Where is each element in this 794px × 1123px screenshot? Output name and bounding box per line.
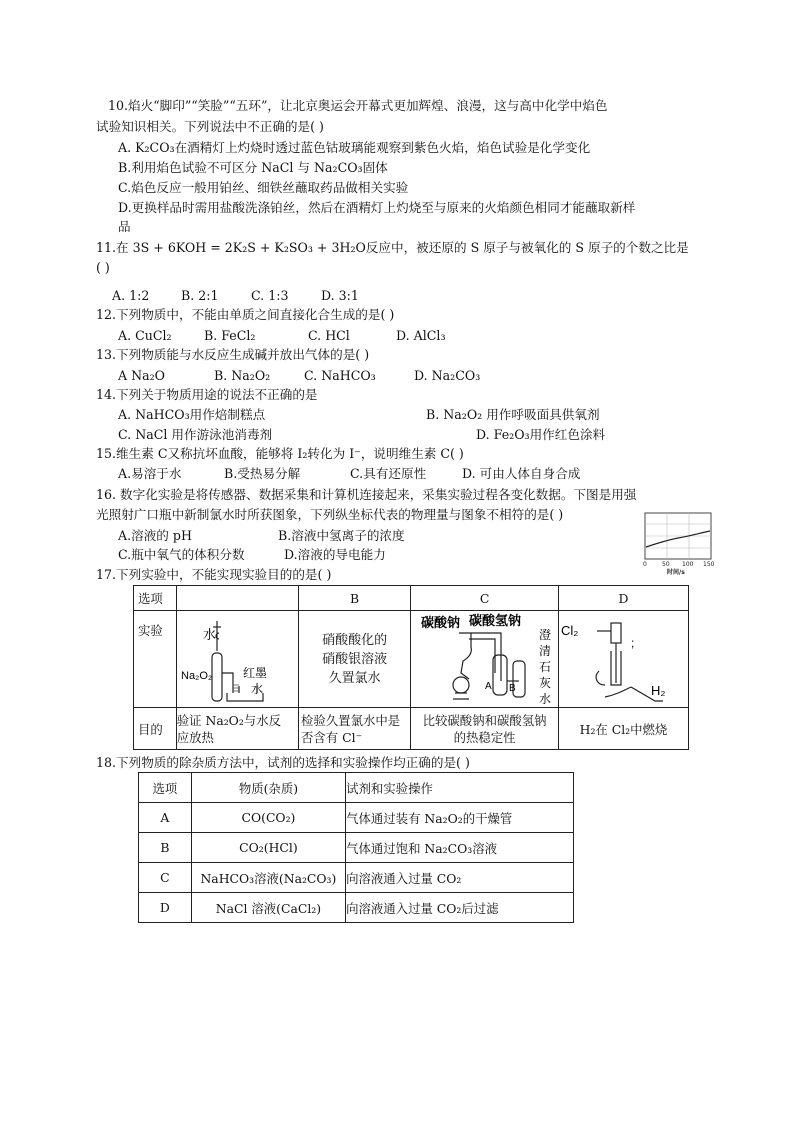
q18-cell: D xyxy=(139,893,192,923)
q11-stem-line2: ( ) xyxy=(96,260,110,275)
q18-cell: B xyxy=(139,833,192,863)
q15-option: D. 可由人体自身合成 xyxy=(462,466,581,481)
q17-exp-c xyxy=(411,611,559,708)
label-semicolon: ; xyxy=(630,636,635,650)
q18-cell: CO₂(HCl) xyxy=(191,833,345,863)
label-h2: H₂ xyxy=(650,683,666,698)
q18-head-option: 选项 xyxy=(139,773,192,803)
q18-head-operation: 试剂和实验操作 xyxy=(346,773,574,803)
q14-option-a: A. NaHCO₃用作焙制糕点 xyxy=(118,407,266,422)
q12-option: D. AlCl₃ xyxy=(396,328,446,343)
label-red-ink-2: 水 xyxy=(250,682,263,696)
q17-head-b: B xyxy=(299,586,411,611)
q17-table xyxy=(133,585,689,750)
label-limewater: 清 xyxy=(539,644,552,658)
q15-option: B.受热易分解 xyxy=(224,466,301,481)
q17-purpose-c-line: 的热稳定性 xyxy=(453,729,516,745)
q17-purpose-c-line: 比较碳酸钠和碳酸氢钠 xyxy=(422,712,547,728)
graph-xtick: 0 xyxy=(643,561,647,568)
q10-stem-line1: 10.焰火“脚印”“笑脸”“五环”，让北京奥运会开幕式更加辉煌、浪漫，这与高中化学中焰色 xyxy=(108,98,608,113)
label-red-ink: 红墨 xyxy=(242,666,267,680)
q13-option: C. NaHCO₃ xyxy=(304,368,376,383)
q10-option-a: A. K₂CO₃在酒精灯上灼烧时透过蓝色钴玻璃能观察到紫色火焰，焰色试验是化学变化 xyxy=(118,140,591,155)
q16-option-c: C.瓶中氧气的体积分数 xyxy=(118,547,245,562)
q17-purpose-a-line: 应放热 xyxy=(176,729,214,745)
q17-purpose-b-line: 检验久置氯水中是 xyxy=(301,712,401,728)
q17-purpose-b xyxy=(299,708,411,750)
graph-xtick: 100 xyxy=(682,561,694,568)
q18-head-substance: 物质(杂质) xyxy=(191,773,345,803)
q11-stem-line1: 11.在 3S + 6KOH = 2K₂S + K₂SO₃ + 3H₂O反应中，被还原的 S 原子与被氧化的 S 原子的个数之比是 xyxy=(96,240,689,255)
q10-option-b: B.利用焰色试验不可区分 NaCl 与 Na₂CO₃固体 xyxy=(118,160,388,175)
q12-stem: 12.下列物质中，不能由单质之间直接化合生成的是( ) xyxy=(96,307,395,322)
label-na2o2: Na₂O₂ xyxy=(180,670,212,682)
q17-purpose-c xyxy=(411,708,559,750)
q17-purpose-a xyxy=(176,708,298,750)
q16-option-b: B.溶液中氢离子的浓度 xyxy=(278,528,405,543)
q18-cell: NaHCO₃溶液(Na₂CO₃) xyxy=(191,863,345,893)
q12-option: C. HCl xyxy=(308,328,350,343)
q18-stem: 18.下列物质的除杂质方法中，试剂的选择和实验操作均正确的是( ) xyxy=(96,755,470,770)
table-row xyxy=(139,863,574,893)
q17-exp-d xyxy=(558,611,688,708)
table-row xyxy=(139,833,574,863)
label-limewater: 灰 xyxy=(539,676,552,690)
q15-stem: 15.维生素 C又称抗坏血酸，能够将 I₂转化为 I⁻，说明维生素 C( ) xyxy=(96,446,464,461)
q14-option-b: B. Na₂O₂ 用作呼吸面具供氧剂 xyxy=(426,407,600,422)
q11-option: B. 2:1 xyxy=(181,288,219,303)
label-water: 水 xyxy=(202,627,216,642)
q17-row-experiment-label: 实验 xyxy=(134,611,177,708)
q16-stem-line2: 光照射广口瓶中新制氯水时所获图象，下列纵坐标代表的物理量与图象不相符的是( ) xyxy=(96,507,564,522)
table-row xyxy=(139,893,574,923)
q18-cell: CO(CO₂) xyxy=(191,803,345,833)
q13-option: A Na₂O xyxy=(118,368,165,383)
label-tube-b: B xyxy=(509,683,516,694)
graph-xlabel: 时间/s xyxy=(667,569,685,576)
q18-cell: 气体通过装有 Na₂O₂的干燥管 xyxy=(346,803,574,833)
q13-option: B. Na₂O₂ xyxy=(214,368,271,383)
q10-stem-line2: 试验知识相关。下列说法中不正确的是( ) xyxy=(96,119,324,134)
q10-option-d-line1: D.更换样品时需用盐酸洗涤铂丝，然后在酒精灯上灼烧至与原来的火焰颜色相同才能蘸取新样 xyxy=(118,200,636,215)
q17-purpose-b-line: 否含有 Cl⁻ xyxy=(301,729,363,745)
label-limewater: 澄 xyxy=(539,628,552,642)
q18-cell: 向溶液通入过量 CO₂ xyxy=(346,863,574,893)
q17-head-d: D xyxy=(558,586,688,611)
q18-cell: A xyxy=(139,803,192,833)
q17-exp-b-line: 久置氯水 xyxy=(328,670,381,686)
q17-row-purpose-label: 目的 xyxy=(134,708,177,750)
q15-option: C.具有还原性 xyxy=(350,466,427,481)
label-tube-a: A xyxy=(485,681,492,692)
q17-exp-b xyxy=(299,611,411,708)
q18-cell: C xyxy=(139,863,192,893)
q11-option: D. 3:1 xyxy=(321,288,359,303)
q17-exp-b-line: 硝酸银溶液 xyxy=(322,651,388,667)
q14-stem: 14.下列关于物质用途的说法不正确的是 xyxy=(96,387,318,402)
table-row xyxy=(139,803,574,833)
q18-table xyxy=(138,772,574,923)
q17-head-a xyxy=(176,586,298,611)
label-sodium-carbonate: 碳酸钠 xyxy=(421,615,461,630)
label-cl2: Cl₂ xyxy=(560,623,579,638)
q17-stem: 17.下列实验中，不能实现实验目的的是( ) xyxy=(96,567,332,582)
q18-cell: 气体通过饱和 Na₂CO₃溶液 xyxy=(346,833,574,863)
q13-option: D. Na₂CO₃ xyxy=(414,368,481,383)
q18-cell: NaCl 溶液(CaCl₂) xyxy=(191,893,345,923)
q12-option: A. CuCl₂ xyxy=(118,328,172,343)
label-limewater: 水 xyxy=(539,692,552,706)
q14-option-c: C. NaCl 用作游泳池消毒剂 xyxy=(118,427,273,442)
q16-graph xyxy=(640,510,720,576)
q10-option-c: C.焰色反应一般用铂丝、细铁丝蘸取药品做相关实验 xyxy=(118,180,409,195)
q16-option-d: D.溶液的导电能力 xyxy=(284,547,386,562)
q11-option: A. 1:2 xyxy=(112,288,150,303)
q12-option: B. FeCl₂ xyxy=(204,328,256,343)
q17-purpose-d: H₂在 Cl₂中燃烧 xyxy=(558,708,688,750)
q15-option: A.易溶于水 xyxy=(118,466,182,481)
q17-head-c: C xyxy=(411,586,559,611)
q17-exp-a xyxy=(176,611,298,708)
q17-exp-b-line: 硝酸酸化的 xyxy=(322,632,388,648)
q17-head-option: 选项 xyxy=(134,586,177,611)
graph-xtick: 150 xyxy=(703,561,715,568)
q11-option: C. 1:3 xyxy=(251,288,289,303)
label-limewater: 石 xyxy=(539,660,552,674)
q18-cell: 向溶液通入过量 CO₂后过滤 xyxy=(346,893,574,923)
q10-option-d-line2: 品 xyxy=(118,219,131,234)
q16-option-a: A.溶液的 pH xyxy=(118,528,192,543)
q16-stem-line1: 16. 数字化实验是将传感器、数据采集和计算机连接起来，采集实验过程各变化数据。下图是用强 xyxy=(96,487,637,502)
label-sodium-bicarbonate: 碳酸氢钠 xyxy=(469,613,522,628)
graph-xtick: 50 xyxy=(662,561,670,568)
q14-option-d: D. Fe₂O₃用作红色涂料 xyxy=(476,427,606,442)
q17-purpose-a-line: 验证 Na₂O₂与水反 xyxy=(176,712,281,728)
q13-stem: 13.下列物质能与水反应生成碱并放出气体的是( ) xyxy=(96,347,370,362)
